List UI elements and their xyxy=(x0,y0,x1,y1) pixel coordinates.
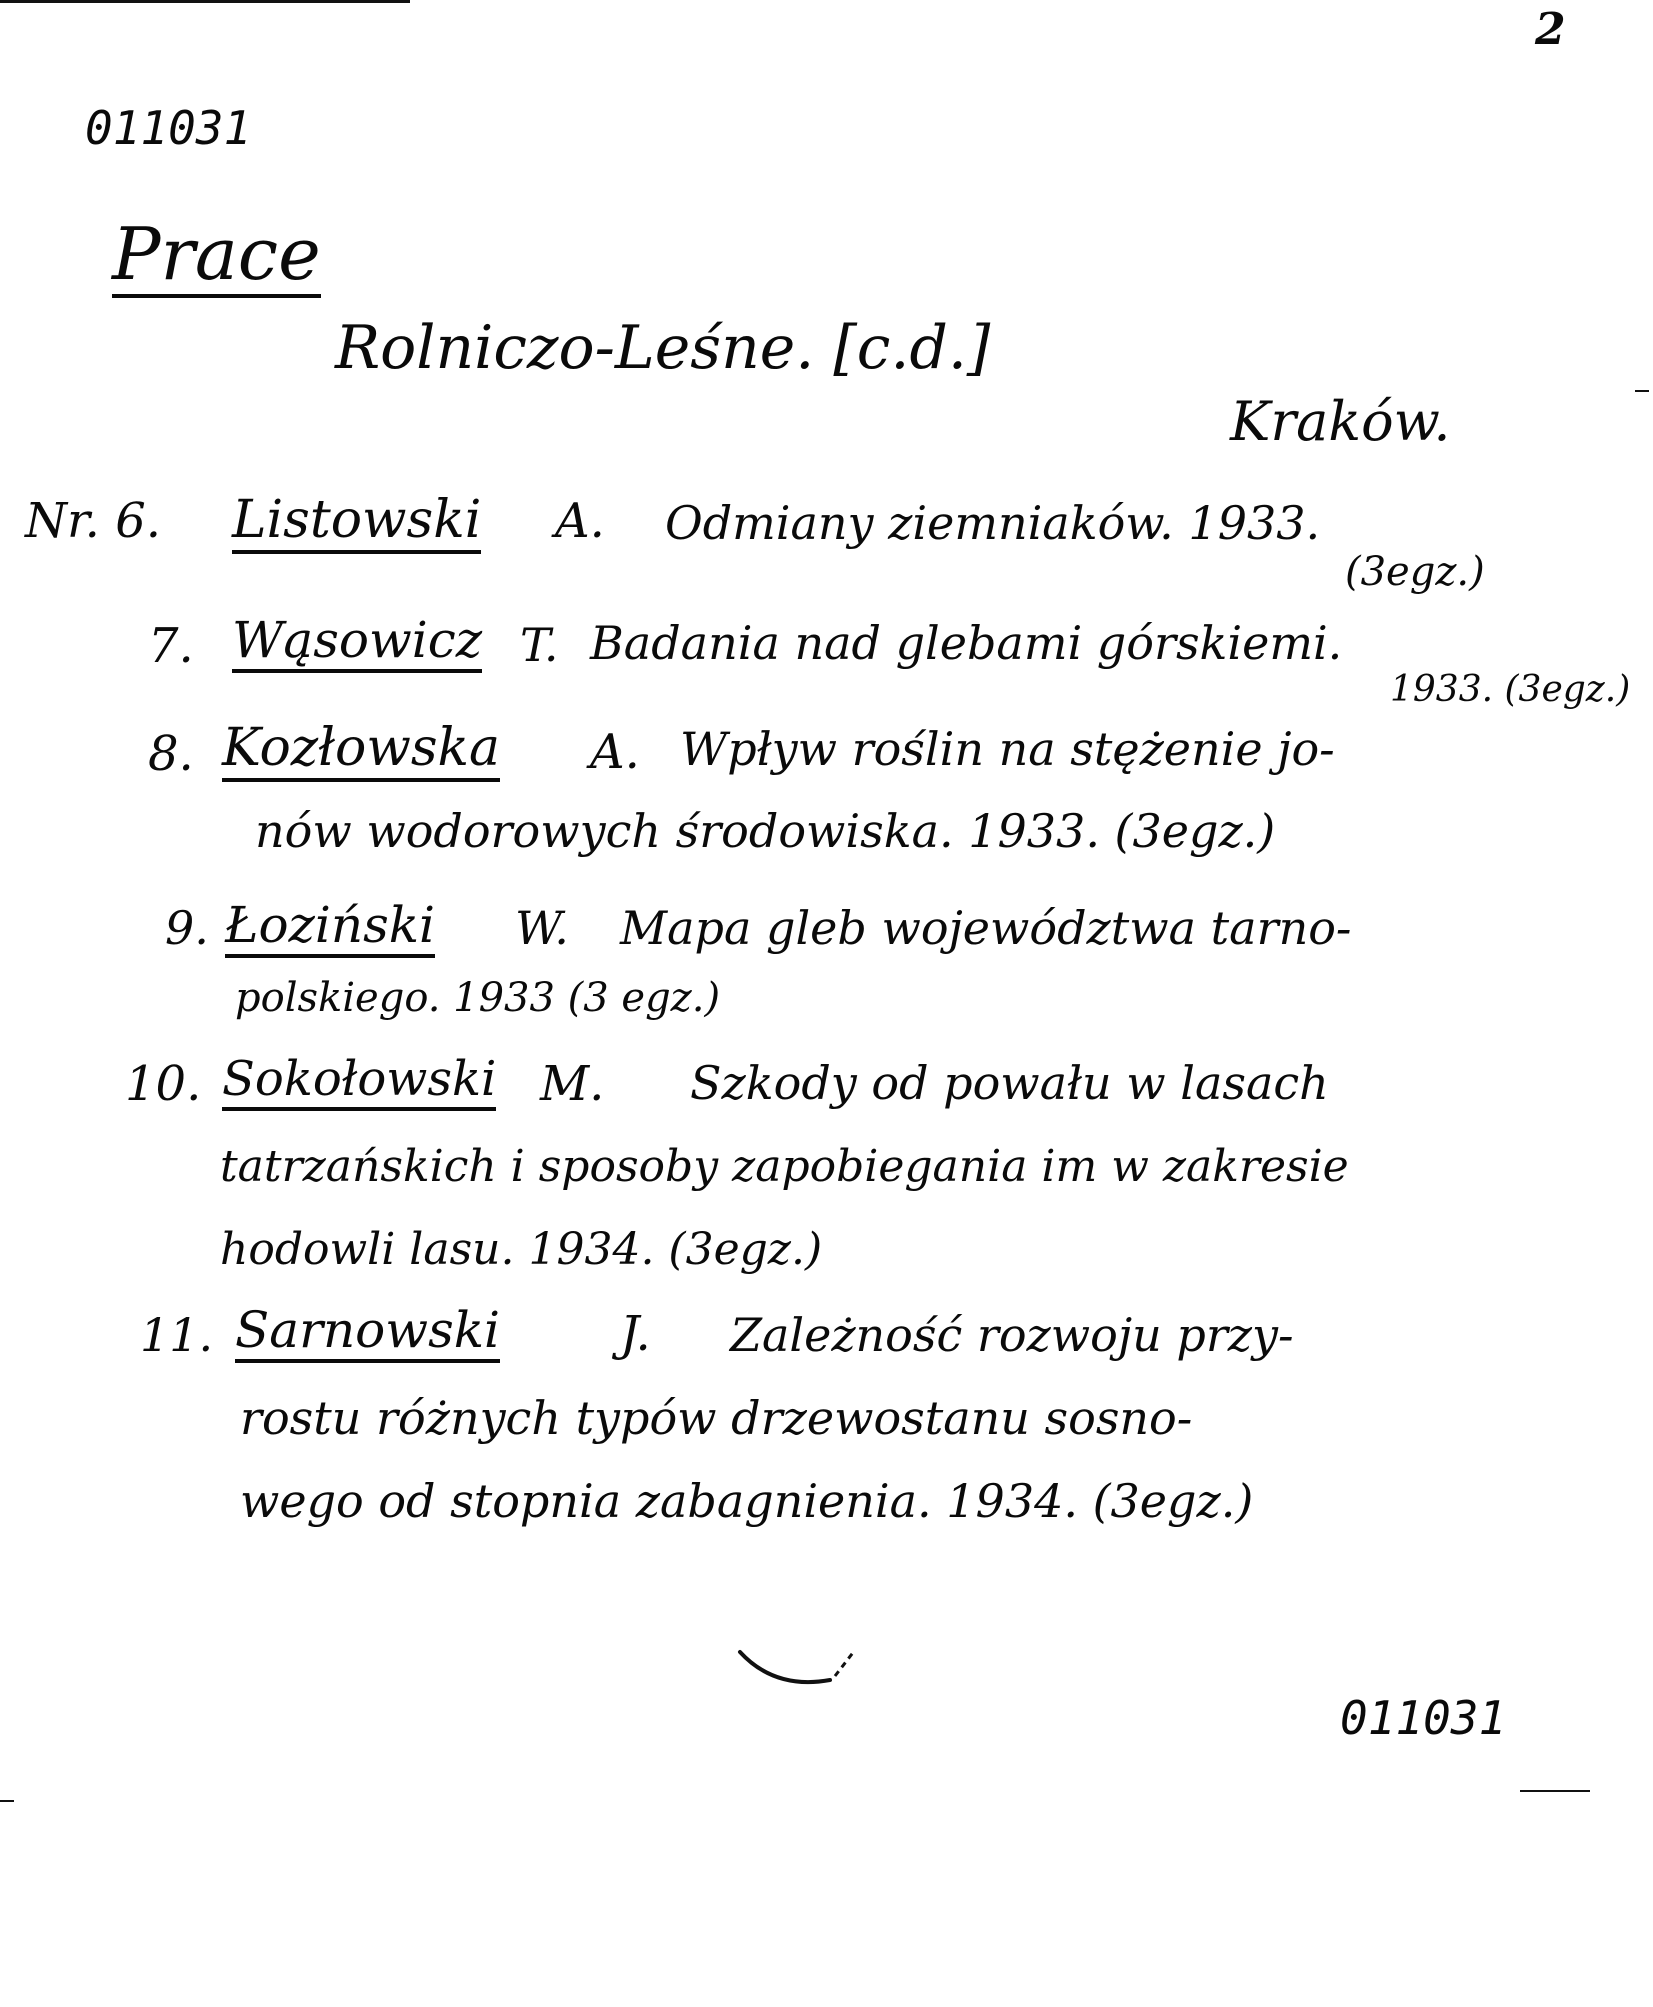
entry-title-line: tatrzańskich i sposoby zapobiegania im w zakresie xyxy=(220,1141,1349,1192)
entry-number: 7. xyxy=(148,618,194,674)
entry-initial: M. xyxy=(540,1056,605,1112)
entry-title-line: rostu różnych typów drzewostanu sosno- xyxy=(240,1391,1193,1445)
flourish-mark xyxy=(735,1640,865,1700)
entry-number: 9. xyxy=(165,901,209,955)
card-city: Kraków. xyxy=(1230,390,1451,453)
entry-initial: T. xyxy=(520,618,559,672)
entry-author: Sarnowski xyxy=(235,1305,500,1363)
entry-year-copies: 1933. (3egz.) xyxy=(1390,669,1631,710)
entry-title-line: polskiego. 1933 (3 egz.) xyxy=(235,975,721,1021)
entry-author: Sokołowski xyxy=(222,1055,496,1111)
entry-initial: J. xyxy=(620,1306,651,1362)
entry-number: 8. xyxy=(148,726,194,782)
edge-mark-left xyxy=(0,1800,14,1802)
catalog-number-bottom: 011031 xyxy=(1340,1691,1507,1745)
entry-author: Listowski xyxy=(232,494,481,554)
entry-author: Wąsowicz xyxy=(232,615,482,673)
card-subtitle: Rolniczo-Leśne. [c.d.] xyxy=(335,313,991,383)
entry-title-line: Wpływ roślin na stężenie jo- xyxy=(680,722,1335,776)
entry-number: Nr. 6. xyxy=(25,493,161,549)
top-edge-mark xyxy=(0,0,410,3)
edge-mark-right-top xyxy=(1635,390,1649,392)
entry-title-line: Odmiany ziemniaków. 1933. xyxy=(665,496,1321,550)
edge-mark-right xyxy=(1520,1790,1590,1792)
entry-initial: A. xyxy=(555,493,605,549)
page-number: 2 xyxy=(1535,4,1566,55)
entry-number: 11. xyxy=(140,1308,214,1362)
entry-copies: (3egz.) xyxy=(1345,549,1485,595)
entry-title-line: Mapa gleb województwa tarno- xyxy=(620,901,1352,955)
entry-title-line: nów wodorowych środowiska. 1933. (3egz.) xyxy=(255,804,1276,858)
catalog-number-top: 011031 xyxy=(85,101,252,155)
card-title: Prace xyxy=(112,212,321,296)
entry-title-line: wego od stopnia zabagnienia. 1934. (3egz.) xyxy=(240,1474,1254,1528)
entry-title-line: Badania nad glebami górskiemi. xyxy=(590,616,1343,670)
entry-number: 10. xyxy=(125,1056,202,1112)
entry-title-line: Szkody od powału w lasach xyxy=(690,1056,1329,1110)
entry-author: Kozłowska xyxy=(222,722,500,782)
entry-initial: A. xyxy=(590,724,640,780)
entry-author: Łoziński xyxy=(225,900,435,958)
entry-title-line: Zależność rozwoju przy- xyxy=(730,1308,1294,1362)
entry-initial: W. xyxy=(515,901,569,955)
entry-title-line: hodowli lasu. 1934. (3egz.) xyxy=(220,1224,823,1275)
